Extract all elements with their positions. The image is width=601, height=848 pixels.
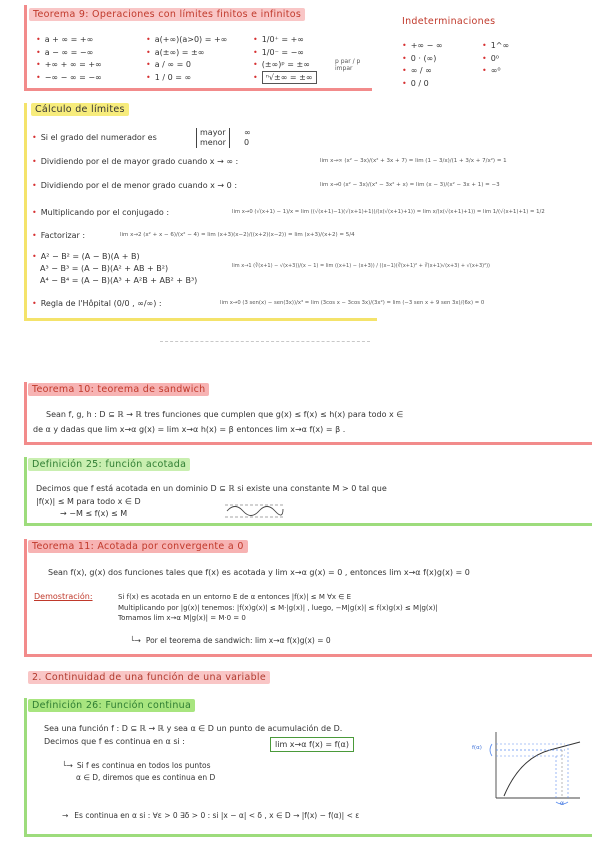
definition25-line3: → −M ≤ f(x) ≤ M xyxy=(60,509,128,518)
definition26-epsilon: → Es continua en α si : ∀ε > 0 ∃δ > 0 : si |x − α| < δ , x ∈ D → |f(x) − f(α)| < ε xyxy=(62,811,360,820)
list-item: • a / ∞ = 0 xyxy=(146,60,191,69)
theorem11-proof-label: Demostración: xyxy=(34,592,93,601)
list-item: • +∞ + ∞ = +∞ xyxy=(36,60,102,69)
limit-item-4-label: • Factorizar : xyxy=(32,231,86,240)
theorem9-title: Teorema 9: Operaciones con límites finitos e infinitos xyxy=(29,9,305,20)
theorem9-col2 xyxy=(146,34,227,84)
list-item: A³ − B³ = (A − B)(A² + AB + B²) xyxy=(40,264,169,273)
list-item: A⁴ − B⁴ = (A − B)(A³ + A²B + AB² + B³) xyxy=(40,276,198,285)
divider xyxy=(160,341,370,342)
degree-rule: • Si el grado del numerador es xyxy=(32,133,157,142)
theorem10-line1: Sean f, g, h : D ⊆ ℝ → ℝ tres funciones que cumplen que g(x) ≤ f(x) ≤ h(x) para todo x ∈ xyxy=(46,410,404,419)
theorem9-col3 xyxy=(253,34,317,84)
list-item: • 0 · (∞) xyxy=(402,53,437,63)
list-item: • +∞ − ∞ xyxy=(402,41,443,50)
indeterminations-title: Indeterminaciones xyxy=(402,16,496,27)
theorem11-statement: Sean f(x), g(x) dos funciones tales que f(x) es acotada y lim x→α g(x) = 0 , entonces lim x→α f(x)g(x) = 0 xyxy=(48,568,470,577)
graph-label-f-alpha: f(α) xyxy=(472,745,482,751)
theorem11-title: Teorema 11: Acotada por convergente a 0 xyxy=(28,541,248,552)
definition25-title: Definición 25: función acotada xyxy=(28,459,190,470)
limits-title: Cálculo de límites xyxy=(31,104,129,115)
limit-item-4-formula: lim x→2 (x² + x − 6)/(x² − 4) = lim (x+3)(x−2)/((x+2)(x−2)) = lim (x+3)/(x+2) = 5/4 xyxy=(120,232,355,238)
definition26-note: └→ Si f es continua en todos los puntos α ∈ D, diremos que es continua en D xyxy=(62,761,216,782)
indeterminations-left xyxy=(402,40,443,90)
limit-item-2-label: • Dividiendo por el de menor grado cuando x → 0 : xyxy=(32,181,238,190)
list-item: • ⁿ√±∞ = ±∞ xyxy=(253,72,317,85)
continuity-graph xyxy=(480,728,585,808)
list-item: Multiplicando por |g(x)| tenemos: |f(x)g(x)| ≤ M·|g(x)| , luego, −M|g(x)| ≤ f(x)g(x) ≤ M|g(x)| xyxy=(118,603,438,612)
list-item: • A² − B² = (A − B)(A + B) xyxy=(32,252,140,261)
degree-results: ∞ 0 xyxy=(244,128,251,147)
list-item: • 0⁰ xyxy=(482,53,500,63)
list-item: • a(+∞)(a>0) = +∞ xyxy=(146,35,228,44)
definition25-line1: Decimos que f está acotada en un dominio D ⊆ ℝ si existe una constante M > 0 tal que xyxy=(36,484,387,493)
list-item: • 1/0⁺ = +∞ xyxy=(253,35,304,44)
list-item: • 1^∞ xyxy=(482,41,510,50)
theorem10-line2: de α y dadas que lim x→α g(x) = lim x→α h(x) = β entonces lim x→α f(x) = β . xyxy=(33,425,346,434)
list-item: • a(±∞) = ±∞ xyxy=(146,47,205,57)
theorem9-col1 xyxy=(36,34,102,84)
list-item: • ∞⁰ xyxy=(482,66,501,75)
list-item: Tomamos lim x→α M|g(x)| = M·0 = 0 xyxy=(118,614,246,622)
lhopital-formula: lim x→0 (3 sen(x) − sen(3x))/x³ = lim (3cos x − 3cos 3x)/(3x²) = lim (−3 sen x + 9 sen 3x)/(6x) = 0 xyxy=(220,300,485,306)
list-item: Si f(x) es acotada en un entorno E de α entonces |f(x)| ≤ M ∀x ∈ E xyxy=(118,593,351,601)
theorem11-conclusion: └→ Por el teorema de sandwich: lim x→α f(x)g(x) = 0 xyxy=(130,636,331,645)
graph-label-alpha: α xyxy=(560,800,564,807)
list-item: • 1/0⁻ = −∞ xyxy=(253,47,304,57)
limit-item-2-formula: lim x→0 (x² − 3x)/(x³ − 3x² + x) = lim (x − 3)/(x² − 3x + 1) = −3 xyxy=(320,182,500,188)
list-item: • ∞ / ∞ xyxy=(402,66,432,75)
continuity-boxed-formula: lim x→α f(x) = f(α) xyxy=(270,740,354,749)
limit-item-3-label: • Multiplicando por el conjugado : xyxy=(32,208,170,217)
theorem11-proof xyxy=(118,592,438,624)
definition26-title: Definición 26: Función continua xyxy=(28,700,195,711)
list-item: • (±∞)ᵖ = ±∞ xyxy=(253,60,310,69)
degree-options: mayor menor xyxy=(196,128,230,148)
limit-item-1-label: • Dividiendo por el de mayor grado cuando x → ∞ : xyxy=(32,157,239,166)
indeterminations-right xyxy=(482,40,509,78)
bounded-function-sketch xyxy=(225,500,285,522)
list-item: • a − ∞ = −∞ xyxy=(36,47,94,57)
list-item: • 0 / 0 xyxy=(402,78,429,88)
definition25-line2: |f(x)| ≤ M para todo x ∈ D xyxy=(36,497,141,506)
theorem9-note: p par / p impar xyxy=(335,58,361,72)
list-item: • −∞ − ∞ = −∞ xyxy=(36,72,102,82)
lhopital-label: • Regla de l'Hôpital (0/0 , ∞/∞) : xyxy=(32,299,162,308)
section2-title: 2. Continuidad de una función de una variable xyxy=(28,672,270,683)
identity-formula: lim x→1 (∛(x+1) − √(x+3))/(x − 1) = lim ((x+1) − (x+3)) / ((x−1)(∛(x+1)² + ∛(x+1)√(x+3) + √(x+3)²)) xyxy=(232,263,491,269)
limit-item-1-formula: lim x→∞ (x² − 3x)/(x² + 3x + 7) = lim (1 − 3/x)/(1 + 3/x + 7/x²) = 1 xyxy=(320,158,507,164)
definition26-line2: Decimos que f es continua en α si : xyxy=(44,737,185,746)
identities xyxy=(32,251,197,287)
theorem10-title: Teorema 10: teorema de sandwich xyxy=(28,384,209,395)
list-item: • a + ∞ = +∞ xyxy=(36,35,94,44)
definition26-line1: Sea una función f : D ⊆ ℝ → ℝ y sea α ∈ D un punto de acumulación de D. xyxy=(44,724,343,733)
limit-item-3-formula: lim x→0 (√(x+1) − 1)/x = lim ((√(x+1)−1)(√(x+1)+1))/(x(√(x+1)+1)) = lim x/(x(√(x+1)+1)) = lim 1/(√(x+1)+1) = 1/2 xyxy=(232,209,545,215)
list-item: • 1 / 0 = ∞ xyxy=(146,72,192,82)
